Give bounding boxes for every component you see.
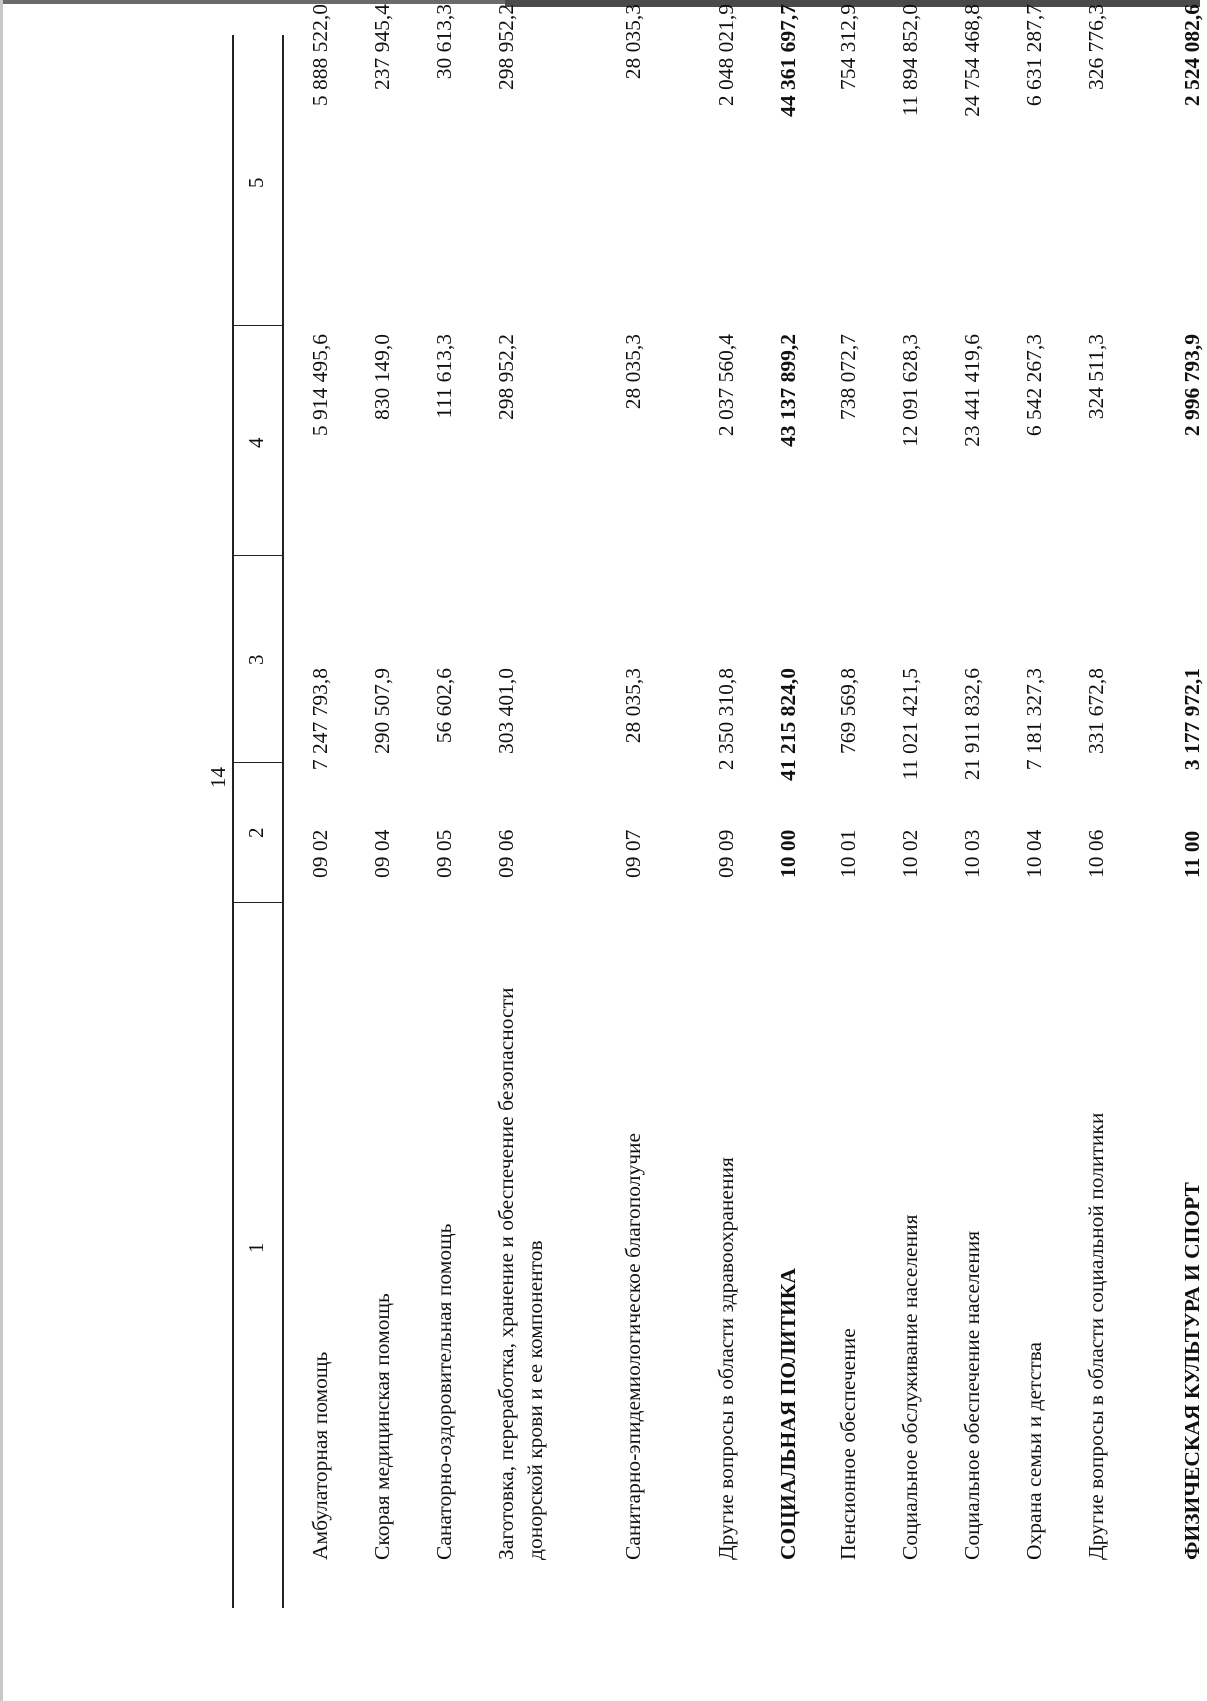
header-col-3: 3	[244, 654, 268, 665]
row-col4: 111 613,3	[432, 334, 456, 419]
row-col5: 2 524 082,6	[1180, 4, 1204, 107]
row-col5: 24 754 468,8	[960, 4, 984, 117]
row-col3: 7 181 327,3	[1022, 668, 1046, 771]
row-col3: 2 350 310,8	[714, 668, 738, 771]
row-col3: 41 215 824,0	[776, 668, 800, 781]
row-col3: 7 247 793,8	[308, 668, 332, 771]
row-col5: 11 894 852,0	[898, 4, 922, 117]
row-code: 10 04	[1022, 829, 1046, 878]
header-col-2: 2	[244, 827, 268, 838]
row-col3: 331 672,8	[1084, 668, 1108, 754]
row-code: 09 06	[494, 829, 518, 878]
header-separator-4	[232, 325, 282, 326]
row-col3: 21 911 832,6	[960, 668, 984, 781]
row-code: 10 01	[836, 829, 860, 878]
row-col3: 290 507,9	[370, 668, 394, 754]
row-col5: 6 631 287,7	[1022, 4, 1046, 107]
row-name: Социальное обеспечение населения	[960, 1230, 984, 1560]
row-code: 09 07	[621, 829, 645, 878]
header-top-line	[232, 35, 234, 1608]
row-col3: 303 401,0	[494, 668, 518, 754]
row-name: Охрана семьи и детства	[1022, 1341, 1046, 1560]
row-name: Амбулаторная помощь	[308, 1351, 332, 1560]
row-code: 09 04	[370, 829, 394, 878]
row-col4: 738 072,7	[836, 334, 860, 420]
row-col3: 56 602,6	[432, 668, 456, 744]
row-code: 10 03	[960, 829, 984, 878]
page-number: 14	[206, 767, 230, 788]
rotated-page	[128, 4, 1204, 1608]
row-col5: 44 361 697,7	[776, 4, 800, 117]
row-name: Санитарно-эпидемиологическое благополучие	[621, 1132, 645, 1560]
row-name: Социальное обслуживание населения	[898, 1214, 922, 1560]
row-col3: 11 021 421,5	[898, 668, 922, 781]
header-col-1: 1	[244, 1242, 268, 1253]
row-col4: 43 137 899,2	[776, 334, 800, 447]
row-name: Другие вопросы в области здравоохранения	[714, 1157, 738, 1560]
row-name: Заготовка, переработка, хранение и обеспечение безопасности донорской крови и ее компонентов	[494, 987, 547, 1560]
row-col4: 2 996 793,9	[1180, 334, 1204, 437]
header-col-4: 4	[244, 437, 268, 448]
row-name: Скорая медицинская помощь	[370, 1293, 394, 1560]
row-col5: 30 613,3	[432, 4, 456, 80]
header-separator-3	[232, 555, 282, 556]
row-code: 10 02	[898, 829, 922, 878]
row-code: 09 02	[308, 829, 332, 878]
row-col4: 28 035,3	[621, 334, 645, 410]
row-code: 11 00	[1180, 830, 1204, 878]
row-col4: 324 511,3	[1084, 334, 1108, 420]
header-separator-2	[232, 762, 282, 763]
row-code: 09 05	[432, 829, 456, 878]
row-code: 09 09	[714, 829, 738, 878]
scan-edge-left	[0, 0, 3, 1701]
row-name: Другие вопросы в области социальной политики	[1084, 1112, 1108, 1560]
row-col3: 3 177 972,1	[1180, 668, 1204, 771]
row-name: ФИЗИЧЕСКАЯ КУЛЬТУРА И СПОРТ	[1180, 1182, 1204, 1560]
row-name: СОЦИАЛЬНАЯ ПОЛИТИКА	[776, 1268, 800, 1560]
row-col5: 5 888 522,0	[308, 4, 332, 107]
row-col5: 754 312,9	[836, 4, 860, 90]
row-name: Санаторно-оздоровительная помощь	[432, 1223, 456, 1560]
row-name: Пенсионное обеспечение	[836, 1328, 860, 1560]
row-col4: 5 914 495,6	[308, 334, 332, 437]
row-code: 10 06	[1084, 829, 1108, 878]
row-col4: 12 091 628,3	[898, 334, 922, 447]
row-col4: 298 952,2	[494, 334, 518, 420]
header-col-5: 5	[244, 177, 268, 188]
row-col5: 2 048 021,9	[714, 4, 738, 107]
row-col3: 769 569,8	[836, 668, 860, 754]
row-col5: 237 945,4	[370, 4, 394, 90]
row-col4: 2 037 560,4	[714, 334, 738, 437]
row-col4: 6 542 267,3	[1022, 334, 1046, 437]
row-col3: 28 035,3	[621, 668, 645, 744]
row-col5: 326 776,3	[1084, 4, 1108, 90]
row-col4: 830 149,0	[370, 334, 394, 420]
row-col5: 28 035,3	[621, 4, 645, 80]
row-col4: 23 441 419,6	[960, 334, 984, 447]
row-code: 10 00	[776, 829, 800, 878]
row-col5: 298 952,2	[494, 4, 518, 90]
header-bottom-line	[282, 35, 284, 1608]
header-separator-1	[232, 902, 282, 903]
